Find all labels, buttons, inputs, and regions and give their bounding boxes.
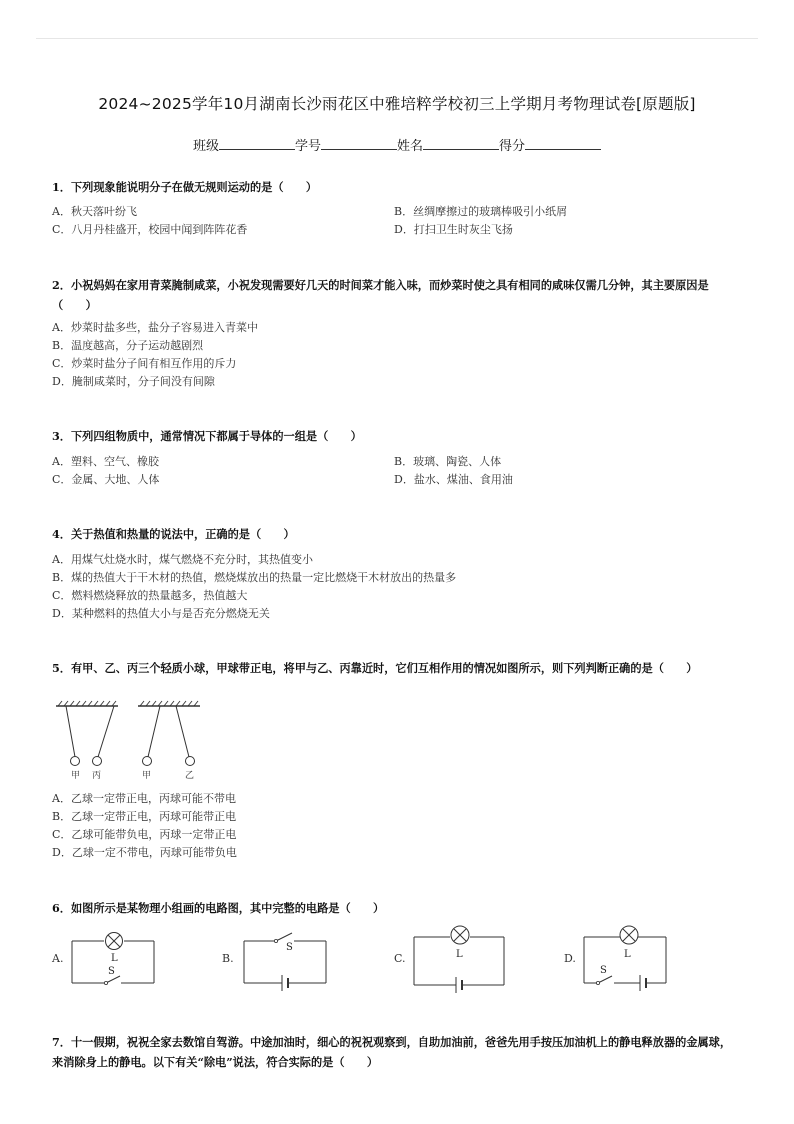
score-blank[interactable]	[525, 136, 601, 150]
q5-option-c: C．乙球可能带负电，丙球一定带正电	[52, 828, 237, 841]
q2-option-b: B．温度越高，分子运动越剧烈	[52, 339, 204, 352]
question-1-stem: 1．下列现象能说明分子在做无规则运动的是（ ）	[52, 180, 318, 194]
charged-balls-figure	[52, 698, 212, 784]
class-label: 班级	[192, 139, 219, 154]
label-jia-right: 甲	[142, 771, 152, 781]
ball-yi	[186, 757, 195, 766]
q2-option-d: D．腌制咸菜时，分子间没有间隙	[52, 375, 215, 388]
question-7-stem: 7．十一假期，祝祝全家去数馆自驾游。中途加油时，细心的祝祝观察到，自助加油前，爸爸先用手按压加油机上的静电释放器的金属球，来消除身上的静电。以下有关“除电”说法，符合实际的是（ ）	[52, 1035, 732, 1069]
ball-bing	[93, 757, 102, 766]
q6-option-b-label: B.	[222, 952, 234, 965]
name-blank[interactable]	[423, 136, 499, 150]
circuit-b-switch-label: S	[286, 942, 293, 953]
circuit-a-figure	[66, 925, 166, 991]
q5-option-b: B．乙球一定带正电，丙球可能带正电	[52, 810, 237, 823]
q1-option-b: B．丝绸摩擦过的玻璃棒吸引小纸屑	[394, 205, 568, 218]
lamp-icon	[620, 926, 638, 944]
q5-option-a: A．乙球一定带正电，丙球可能不带电	[52, 792, 236, 805]
circuit-a-lamp-label: L	[111, 953, 118, 964]
q1-option-a: A．秋天落叶纷飞	[52, 205, 137, 218]
score-label: 得分	[499, 139, 526, 154]
q6-option-c-label: C.	[394, 952, 406, 965]
id-blank[interactable]	[321, 136, 397, 150]
name-label: 姓名	[397, 139, 424, 154]
q1-option-c: C．八月丹桂盛开，校园中闻到阵阵花香	[52, 223, 248, 236]
q3-option-a: A．塑料、空气、橡胶	[52, 455, 159, 468]
lamp-icon	[451, 926, 469, 944]
ball-jia-left	[71, 757, 80, 766]
ball-jia-right	[143, 757, 152, 766]
circuit-d-lamp-label: L	[624, 949, 631, 960]
id-label: 学号	[294, 139, 321, 154]
q3-option-d: D．盐水、煤油、食用油	[394, 473, 513, 486]
page-title: 2024~2025学年10月湖南长沙雨花区中雅培粹学校初三上学期月考物理试卷[原题版]	[98, 95, 696, 113]
q3-option-b: B．玻璃、陶瓷、人体	[394, 455, 502, 468]
circuit-a-switch-label: S	[108, 966, 115, 977]
label-yi: 乙	[185, 771, 195, 781]
q4-option-d: D．某种燃料的热值大小与是否充分燃烧无关	[52, 607, 270, 620]
circuit-c-lamp-label: L	[456, 949, 463, 960]
q2-option-c: C．炒菜时盐分子间有相互作用的斥力	[52, 357, 237, 370]
q4-option-b: B．煤的热值大于干木材的热值，燃烧煤放出的热量一定比燃烧干木材放出的热量多	[52, 571, 457, 584]
battery-icon	[282, 975, 288, 991]
question-6-stem: 6．如图所示是某物理小组画的电路图，其中完整的电路是（ ）	[52, 901, 385, 915]
label-jia-left: 甲	[71, 771, 81, 781]
circuit-d-figure	[578, 921, 682, 993]
q6-option-d-label: D.	[564, 952, 576, 965]
header-rule	[36, 38, 758, 39]
label-bing: 丙	[92, 771, 102, 781]
question-5-stem: 5．有甲、乙、丙三个轻质小球，甲球带正电，将甲与乙、丙靠近时，它们互相作用的情况如图所示，则下列判断正确的是（ ）	[52, 661, 698, 675]
q1-option-d: D．打扫卫生时灰尘飞扬	[394, 223, 513, 236]
circuit-d-switch-label: S	[600, 965, 607, 976]
q6-option-a-label: A.	[52, 952, 64, 965]
student-info-line	[0, 135, 794, 154]
battery-icon	[456, 977, 462, 993]
question-3-stem: 3．下列四组物质中，通常情况下都属于导体的一组是（ ）	[52, 429, 362, 443]
battery-icon	[640, 975, 646, 991]
circuit-c-figure	[408, 921, 512, 993]
circuit-b-figure	[238, 925, 338, 991]
q4-option-c: C．燃料燃烧释放的热量越多，热值越大	[52, 589, 248, 602]
lamp-icon	[106, 933, 123, 950]
q3-option-c: C．金属、大地、人体	[52, 473, 160, 486]
question-4-stem: 4．关于热值和热量的说法中，正确的是（ ）	[52, 527, 295, 541]
q4-option-a: A．用煤气灶烧水时，煤气燃烧不充分时，其热值变小	[52, 553, 313, 566]
class-blank[interactable]	[219, 136, 295, 150]
question-2-stem: 2．小祝妈妈在家用青菜腌制咸菜，小祝发现需要好几天的时间菜才能入味，而炒菜时使之具有相同的咸味仅需几分钟，其主要原因是（ ）	[52, 278, 709, 312]
q5-option-d: D．乙球一定不带电，丙球可能带负电	[52, 846, 237, 859]
q2-option-a: A．炒菜时盐多些，盐分子容易进入青菜中	[52, 321, 258, 334]
